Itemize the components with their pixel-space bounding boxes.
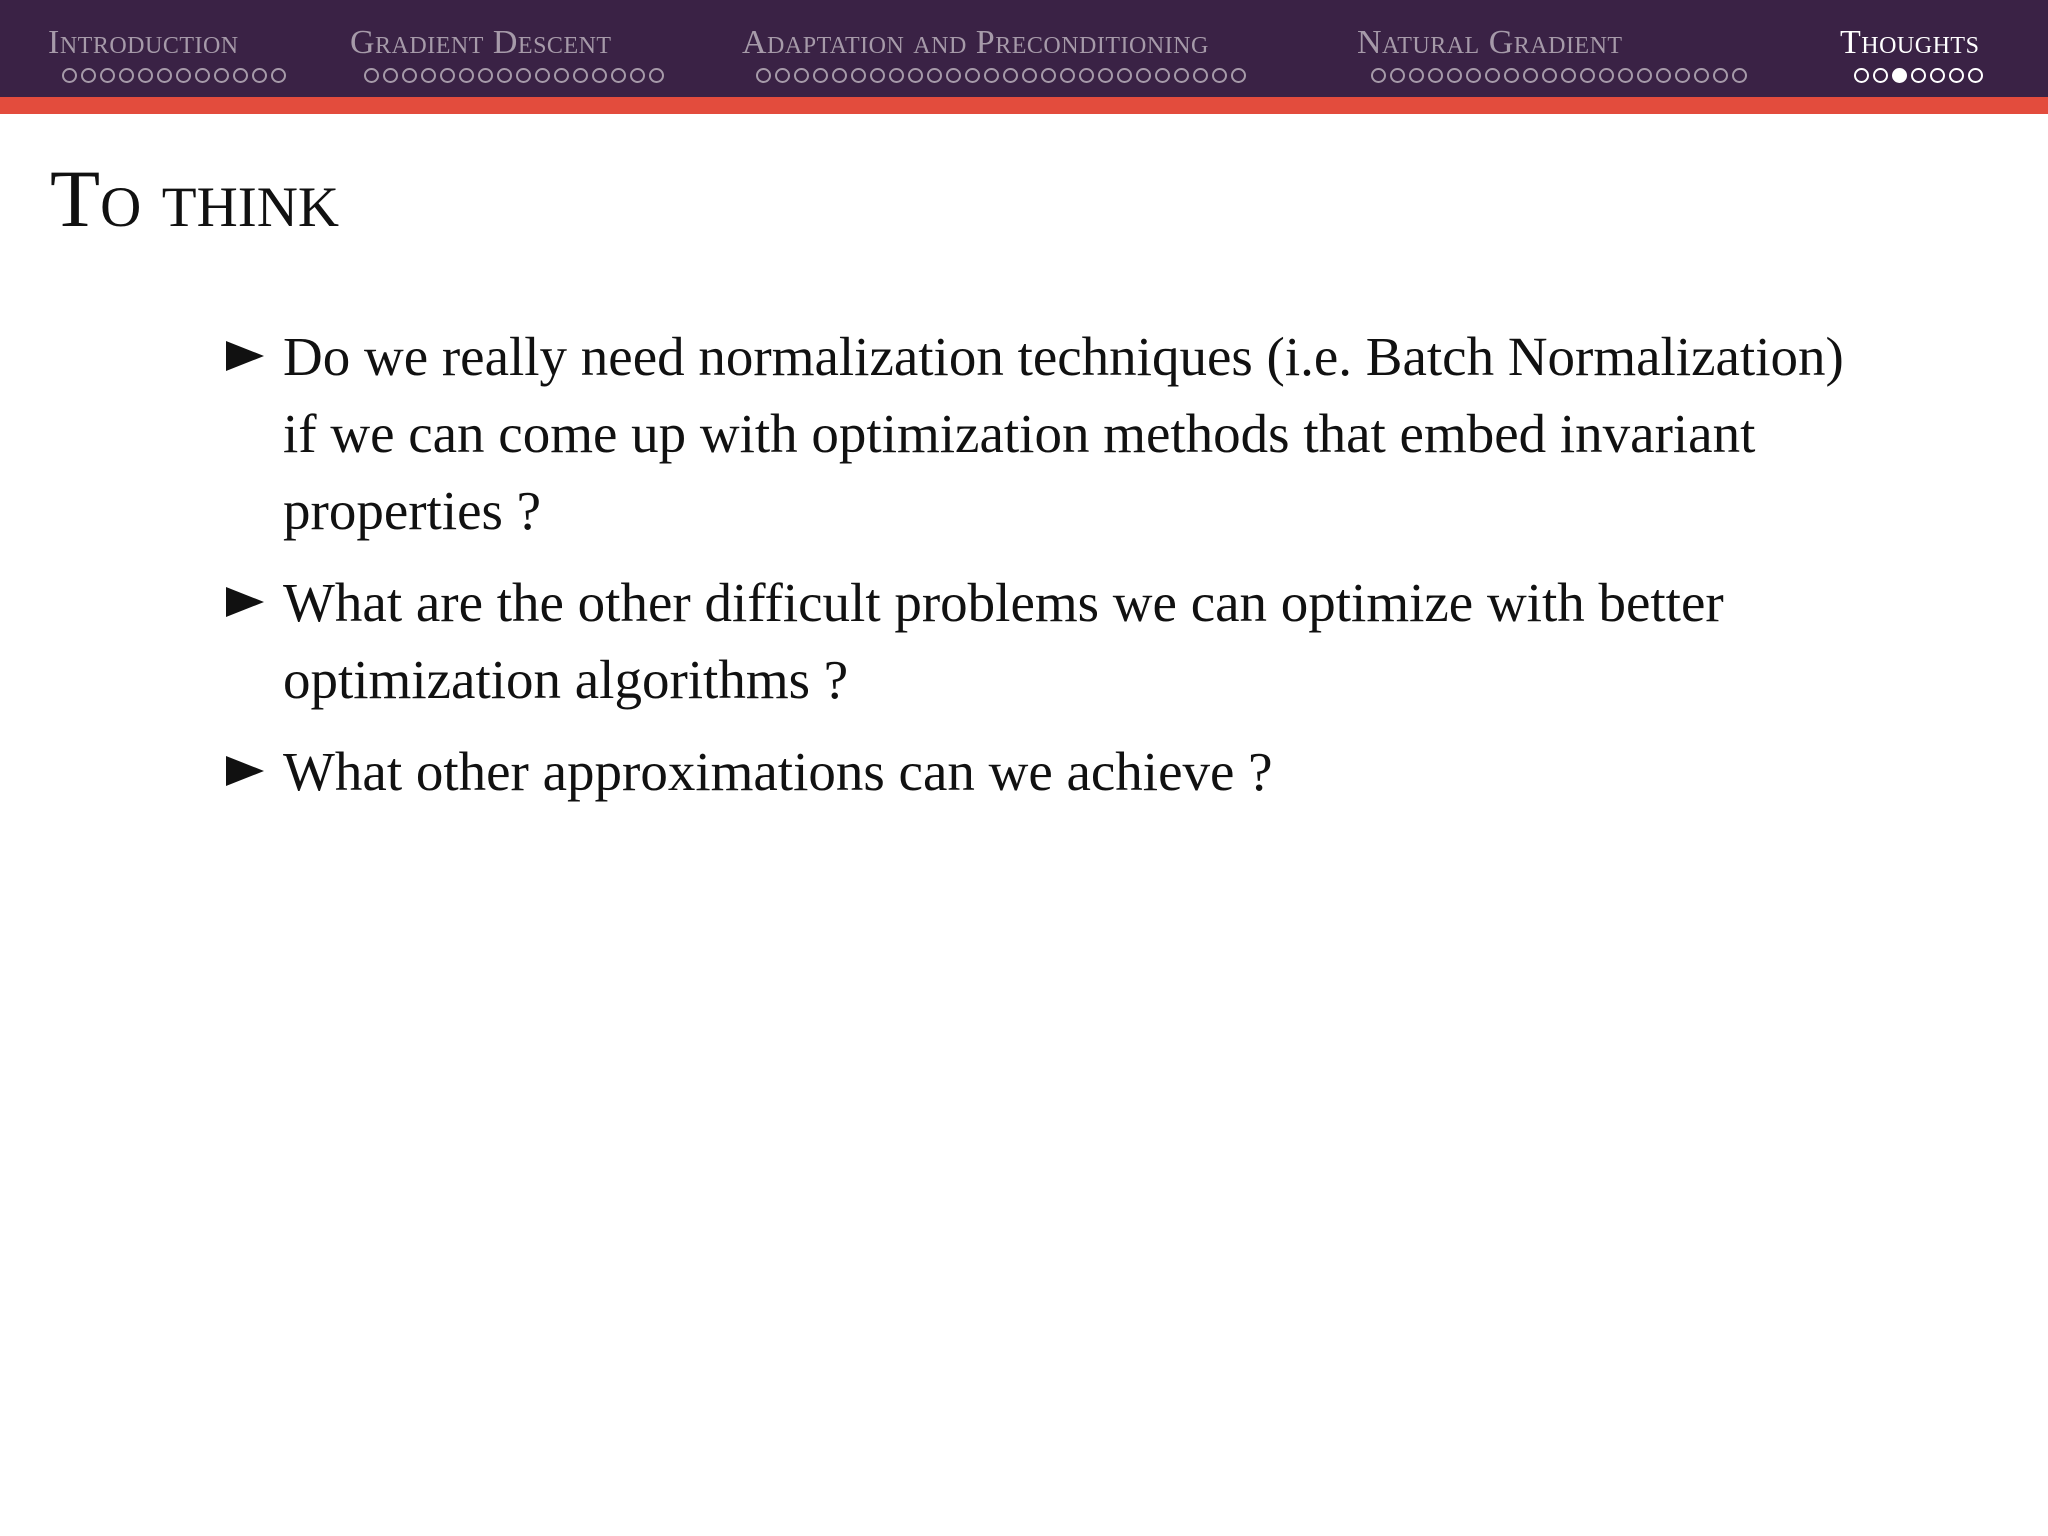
slide-dot-icon[interactable] bbox=[1911, 68, 1926, 83]
nav-section-label: Natural Gradient bbox=[1357, 24, 1623, 61]
slide-dot-icon[interactable] bbox=[908, 68, 923, 83]
nav-section-label: Thoughts bbox=[1840, 24, 1980, 61]
slide-dot-icon[interactable] bbox=[1155, 68, 1170, 83]
slide-dot-icon[interactable] bbox=[459, 68, 474, 83]
slide-dot-icon[interactable] bbox=[1466, 68, 1481, 83]
slide-title: To think bbox=[50, 153, 340, 244]
slide-dot-icon[interactable] bbox=[119, 68, 134, 83]
slide-dot-icon[interactable] bbox=[421, 68, 436, 83]
slide-dot-icon[interactable] bbox=[1041, 68, 1056, 83]
bullet-list bbox=[226, 318, 1876, 825]
slide-dot-icon[interactable] bbox=[554, 68, 569, 83]
slide-dot-icon[interactable] bbox=[573, 68, 588, 83]
slide-dot-icon[interactable] bbox=[870, 68, 885, 83]
slide-dot-icon[interactable] bbox=[1371, 68, 1386, 83]
slide-dot-icon[interactable] bbox=[1022, 68, 1037, 83]
slide-dot-icon[interactable] bbox=[1447, 68, 1462, 83]
slide-dot-icon[interactable] bbox=[1060, 68, 1075, 83]
nav-slide-dots bbox=[364, 68, 668, 88]
triangle-bullet-icon bbox=[226, 756, 264, 786]
slide-dot-icon[interactable] bbox=[1732, 68, 1747, 83]
slide-dot-icon[interactable] bbox=[1694, 68, 1709, 83]
slide-dot-icon[interactable] bbox=[402, 68, 417, 83]
nav-section-label: Gradient Descent bbox=[350, 24, 612, 61]
slide-dot-icon[interactable] bbox=[775, 68, 790, 83]
slide-dot-icon[interactable] bbox=[195, 68, 210, 83]
slide-dot-icon[interactable] bbox=[984, 68, 999, 83]
bullet-item bbox=[226, 318, 1876, 549]
slide-dot-icon[interactable] bbox=[1542, 68, 1557, 83]
slide-dot-icon[interactable] bbox=[592, 68, 607, 83]
slide-dot-icon[interactable] bbox=[946, 68, 961, 83]
navigation-bar bbox=[0, 0, 2048, 97]
slide-dot-icon[interactable] bbox=[364, 68, 379, 83]
current-slide-dot-icon[interactable] bbox=[1892, 68, 1907, 83]
slide-dot-icon[interactable] bbox=[1968, 68, 1983, 83]
slide-dot-icon[interactable] bbox=[62, 68, 77, 83]
slide-dot-icon[interactable] bbox=[233, 68, 248, 83]
slide-dot-icon[interactable] bbox=[176, 68, 191, 83]
slide-dot-icon[interactable] bbox=[497, 68, 512, 83]
slide-dot-icon[interactable] bbox=[1523, 68, 1538, 83]
slide-dot-icon[interactable] bbox=[630, 68, 645, 83]
slide-dot-icon[interactable] bbox=[794, 68, 809, 83]
slide-dot-icon[interactable] bbox=[813, 68, 828, 83]
slide-dot-icon[interactable] bbox=[214, 68, 229, 83]
slide-dot-icon[interactable] bbox=[100, 68, 115, 83]
nav-slide-dots bbox=[1371, 68, 1751, 88]
nav-slide-dots bbox=[1854, 68, 1987, 88]
bullet-text: What are the other difficult problems we can optimize with better optimization algorithms ? bbox=[283, 572, 1724, 710]
slide-dot-icon[interactable] bbox=[1409, 68, 1424, 83]
slide-dot-icon[interactable] bbox=[1580, 68, 1595, 83]
slide-dot-icon[interactable] bbox=[1231, 68, 1246, 83]
slide-dot-icon[interactable] bbox=[927, 68, 942, 83]
slide-dot-icon[interactable] bbox=[1561, 68, 1576, 83]
slide-dot-icon[interactable] bbox=[1079, 68, 1094, 83]
bullet-item bbox=[226, 733, 1876, 810]
slide-dot-icon[interactable] bbox=[1675, 68, 1690, 83]
bullet-item bbox=[226, 564, 1876, 718]
bullet-text: What other approximations can we achieve ? bbox=[283, 741, 1273, 802]
slide-dot-icon[interactable] bbox=[1098, 68, 1113, 83]
nav-section-label: Adaptation and Preconditioning bbox=[742, 24, 1209, 61]
slide-dot-icon[interactable] bbox=[138, 68, 153, 83]
slide-dot-icon[interactable] bbox=[1174, 68, 1189, 83]
slide-dot-icon[interactable] bbox=[81, 68, 96, 83]
slide-dot-icon[interactable] bbox=[1618, 68, 1633, 83]
slide-dot-icon[interactable] bbox=[1930, 68, 1945, 83]
slide-dot-icon[interactable] bbox=[851, 68, 866, 83]
slide-dot-icon[interactable] bbox=[252, 68, 267, 83]
nav-section-label: Introduction bbox=[48, 24, 239, 61]
slide-dot-icon[interactable] bbox=[1873, 68, 1888, 83]
nav-slide-dots bbox=[756, 68, 1250, 88]
slide-dot-icon[interactable] bbox=[1212, 68, 1227, 83]
slide-dot-icon[interactable] bbox=[611, 68, 626, 83]
slide-dot-icon[interactable] bbox=[1390, 68, 1405, 83]
slide-dot-icon[interactable] bbox=[1193, 68, 1208, 83]
slide-dot-icon[interactable] bbox=[889, 68, 904, 83]
slide-dot-icon[interactable] bbox=[1485, 68, 1500, 83]
slide-dot-icon[interactable] bbox=[756, 68, 771, 83]
slide-dot-icon[interactable] bbox=[440, 68, 455, 83]
slide-dot-icon[interactable] bbox=[1637, 68, 1652, 83]
slide-dot-icon[interactable] bbox=[516, 68, 531, 83]
slide-dot-icon[interactable] bbox=[478, 68, 493, 83]
slide-dot-icon[interactable] bbox=[1504, 68, 1519, 83]
slide-dot-icon[interactable] bbox=[1949, 68, 1964, 83]
slide-dot-icon[interactable] bbox=[383, 68, 398, 83]
slide-dot-icon[interactable] bbox=[1854, 68, 1869, 83]
slide-dot-icon[interactable] bbox=[1713, 68, 1728, 83]
slide-dot-icon[interactable] bbox=[649, 68, 664, 83]
slide-dot-icon[interactable] bbox=[832, 68, 847, 83]
slide-dot-icon[interactable] bbox=[1428, 68, 1443, 83]
slide-dot-icon[interactable] bbox=[535, 68, 550, 83]
nav-slide-dots bbox=[62, 68, 290, 88]
slide-dot-icon[interactable] bbox=[271, 68, 286, 83]
accent-bar bbox=[0, 97, 2048, 114]
slide-dot-icon[interactable] bbox=[157, 68, 172, 83]
slide-dot-icon[interactable] bbox=[1656, 68, 1671, 83]
triangle-bullet-icon bbox=[226, 587, 264, 617]
slide-dot-icon[interactable] bbox=[1136, 68, 1151, 83]
slide-dot-icon[interactable] bbox=[1117, 68, 1132, 83]
slide-dot-icon[interactable] bbox=[965, 68, 980, 83]
slide-dot-icon[interactable] bbox=[1003, 68, 1018, 83]
slide-dot-icon[interactable] bbox=[1599, 68, 1614, 83]
triangle-bullet-icon bbox=[226, 341, 264, 371]
bullet-text: Do we really need normalization techniques (i.e. Batch Normalization) if we can come up with optimization methods that embed invariant properties ? bbox=[283, 326, 1844, 541]
